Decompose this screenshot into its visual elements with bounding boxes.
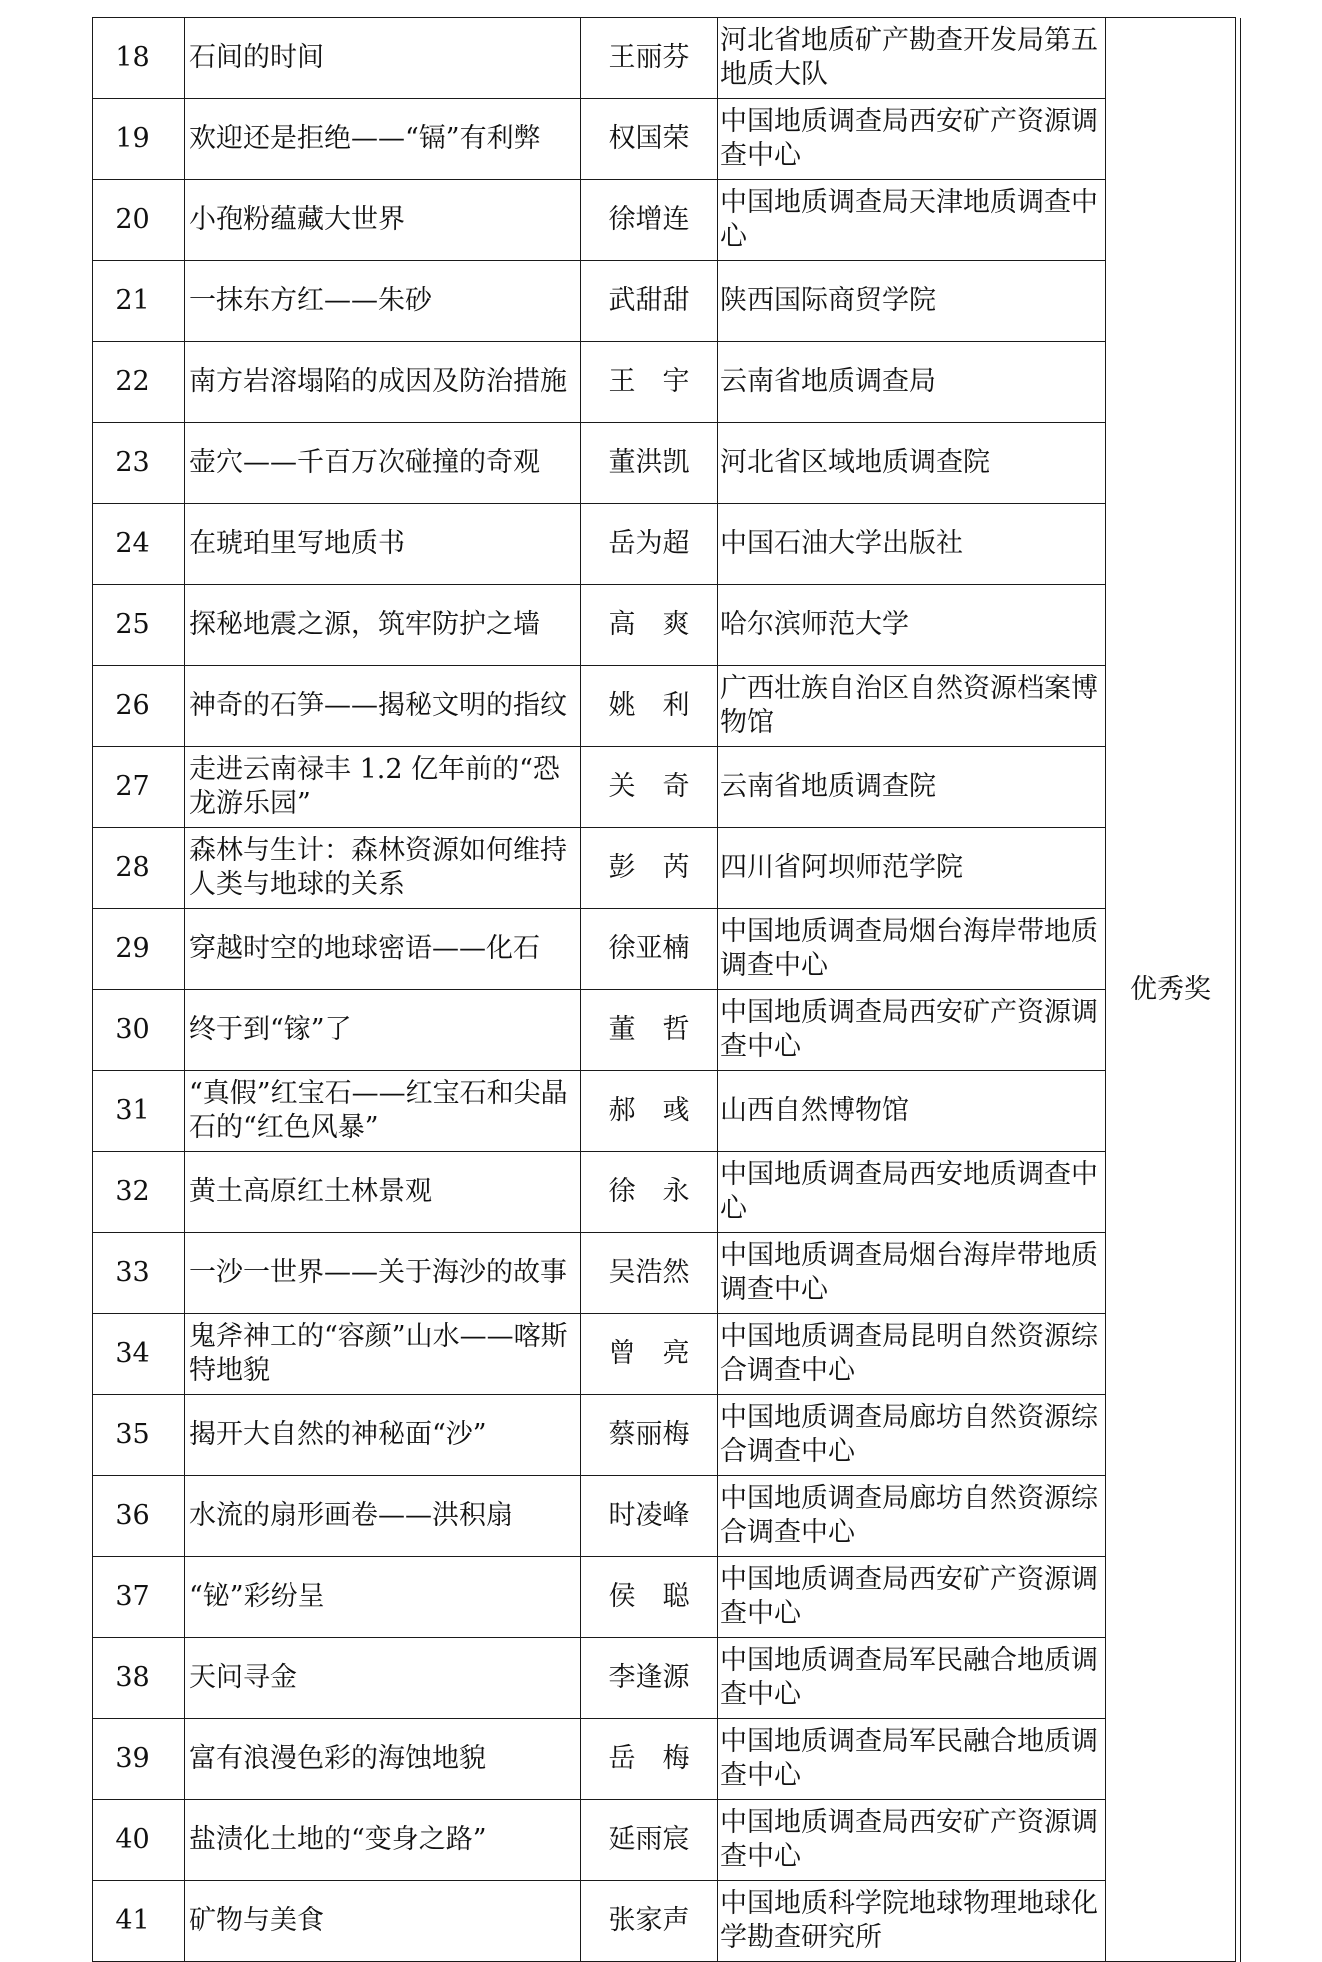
table-row	[93, 990, 1241, 1071]
work-title: 森林与生计：森林资源如何维持人类与地球的关系	[185, 828, 581, 909]
work-title: 黄土高原红土林景观	[185, 1152, 581, 1233]
author-unit: 云南省地质调查院	[718, 747, 1106, 828]
work-title: 在琥珀里写地质书	[185, 504, 581, 585]
author-name: 徐 永	[581, 1152, 718, 1233]
table-row	[93, 747, 1241, 828]
author-unit: 中国地质调查局西安矿产资源调查中心	[718, 99, 1106, 180]
author-unit: 中国地质调查局廊坊自然资源综合调查中心	[718, 1395, 1106, 1476]
work-title: 终于到“镓”了	[185, 990, 581, 1071]
author-name: 董 哲	[581, 990, 718, 1071]
row-number: 32	[93, 1152, 185, 1233]
row-number: 24	[93, 504, 185, 585]
work-title: 水流的扇形画卷——洪积扇	[185, 1476, 581, 1557]
table-row	[93, 423, 1241, 504]
work-title: 壶穴——千百万次碰撞的奇观	[185, 423, 581, 504]
author-name: 张家声	[581, 1881, 718, 1962]
table-row	[93, 1476, 1241, 1557]
row-number: 35	[93, 1395, 185, 1476]
author-unit: 中国地质调查局烟台海岸带地质调查中心	[718, 1233, 1106, 1314]
table-row	[93, 1638, 1241, 1719]
awards-table-body	[93, 18, 1241, 1962]
author-name: 岳 梅	[581, 1719, 718, 1800]
work-title: 鬼斧神工的“容颜”山水——喀斯特地貌	[185, 1314, 581, 1395]
author-name: 王丽芬	[581, 18, 718, 99]
row-number: 36	[93, 1476, 185, 1557]
row-number: 25	[93, 585, 185, 666]
row-number: 28	[93, 828, 185, 909]
row-number: 27	[93, 747, 185, 828]
author-name: 姚 利	[581, 666, 718, 747]
author-unit: 中国地质调查局天津地质调查中心	[718, 180, 1106, 261]
work-title: 穿越时空的地球密语——化石	[185, 909, 581, 990]
work-title: 欢迎还是拒绝——“镉”有利弊	[185, 99, 581, 180]
author-name: 吴浩然	[581, 1233, 718, 1314]
table-row	[93, 1719, 1241, 1800]
table-row	[93, 342, 1241, 423]
row-number: 23	[93, 423, 185, 504]
table-row	[93, 585, 1241, 666]
author-unit: 中国地质调查局西安矿产资源调查中心	[718, 1800, 1106, 1881]
row-number: 30	[93, 990, 185, 1071]
author-name: 高 爽	[581, 585, 718, 666]
work-title: 小孢粉蕴藏大世界	[185, 180, 581, 261]
work-title: 神奇的石笋——揭秘文明的指纹	[185, 666, 581, 747]
author-unit: 陕西国际商贸学院	[718, 261, 1106, 342]
author-name: 徐亚楠	[581, 909, 718, 990]
author-unit: 中国地质科学院地球物理地球化学勘查研究所	[718, 1881, 1106, 1962]
table-row	[93, 828, 1241, 909]
table-row	[93, 1881, 1241, 1962]
table-row	[93, 909, 1241, 990]
table-row	[93, 1071, 1241, 1152]
author-name: 李逢源	[581, 1638, 718, 1719]
row-number: 33	[93, 1233, 185, 1314]
author-name: 延雨宸	[581, 1800, 718, 1881]
author-name: 关 奇	[581, 747, 718, 828]
author-unit: 中国地质调查局西安矿产资源调查中心	[718, 1557, 1106, 1638]
table-row	[93, 1152, 1241, 1233]
work-title: 石间的时间	[185, 18, 581, 99]
author-name: 权国荣	[581, 99, 718, 180]
row-number: 37	[93, 1557, 185, 1638]
table-row	[93, 99, 1241, 180]
work-title: 揭开大自然的神秘面“沙”	[185, 1395, 581, 1476]
author-unit: 河北省地质矿产勘查开发局第五地质大队	[718, 18, 1106, 99]
author-name: 蔡丽梅	[581, 1395, 718, 1476]
trailing-blank-column	[1236, 18, 1241, 1962]
table-row	[93, 261, 1241, 342]
table-row	[93, 18, 1241, 99]
author-name: 武甜甜	[581, 261, 718, 342]
work-title: 一抹东方红——朱砂	[185, 261, 581, 342]
author-name: 岳为超	[581, 504, 718, 585]
author-name: 王 宇	[581, 342, 718, 423]
row-number: 34	[93, 1314, 185, 1395]
awards-table	[92, 17, 1241, 1962]
table-row	[93, 1557, 1241, 1638]
table-row	[93, 504, 1241, 585]
author-unit: 云南省地质调查局	[718, 342, 1106, 423]
author-unit: 中国地质调查局西安矿产资源调查中心	[718, 990, 1106, 1071]
author-unit: 中国地质调查局烟台海岸带地质调查中心	[718, 909, 1106, 990]
work-title: 一沙一世界——关于海沙的故事	[185, 1233, 581, 1314]
work-title: 富有浪漫色彩的海蚀地貌	[185, 1719, 581, 1800]
row-number: 40	[93, 1800, 185, 1881]
work-title: “铋”彩纷呈	[185, 1557, 581, 1638]
table-row	[93, 666, 1241, 747]
author-unit: 山西自然博物馆	[718, 1071, 1106, 1152]
author-name: 侯 聪	[581, 1557, 718, 1638]
table-row	[93, 1395, 1241, 1476]
author-unit: 中国地质调查局昆明自然资源综合调查中心	[718, 1314, 1106, 1395]
row-number: 26	[93, 666, 185, 747]
author-name: 郝 彧	[581, 1071, 718, 1152]
row-number: 41	[93, 1881, 185, 1962]
author-unit: 中国地质调查局军民融合地质调查中心	[718, 1719, 1106, 1800]
author-name: 时凌峰	[581, 1476, 718, 1557]
row-number: 20	[93, 180, 185, 261]
author-unit: 中国地质调查局西安地质调查中心	[718, 1152, 1106, 1233]
table-row	[93, 1800, 1241, 1881]
author-name: 徐增连	[581, 180, 718, 261]
table-row	[93, 1233, 1241, 1314]
table-row	[93, 1314, 1241, 1395]
work-title: 盐渍化土地的“变身之路”	[185, 1800, 581, 1881]
author-unit: 中国地质调查局廊坊自然资源综合调查中心	[718, 1476, 1106, 1557]
author-name: 彭 芮	[581, 828, 718, 909]
row-number: 22	[93, 342, 185, 423]
award-level: 优秀奖	[1106, 18, 1236, 1962]
author-unit: 广西壮族自治区自然资源档案博物馆	[718, 666, 1106, 747]
author-name: 曾 亮	[581, 1314, 718, 1395]
author-unit: 四川省阿坝师范学院	[718, 828, 1106, 909]
author-name: 董洪凯	[581, 423, 718, 504]
row-number: 39	[93, 1719, 185, 1800]
author-unit: 中国石油大学出版社	[718, 504, 1106, 585]
work-title: 探秘地震之源，筑牢防护之墙	[185, 585, 581, 666]
author-unit: 河北省区域地质调查院	[718, 423, 1106, 504]
author-unit: 哈尔滨师范大学	[718, 585, 1106, 666]
work-title: 天问寻金	[185, 1638, 581, 1719]
work-title: 矿物与美食	[185, 1881, 581, 1962]
work-title: 走进云南禄丰 1.2 亿年前的“恐龙游乐园”	[185, 747, 581, 828]
row-number: 19	[93, 99, 185, 180]
row-number: 31	[93, 1071, 185, 1152]
row-number: 29	[93, 909, 185, 990]
work-title: “真假”红宝石——红宝石和尖晶石的“红色风暴”	[185, 1071, 581, 1152]
row-number: 18	[93, 18, 185, 99]
row-number: 21	[93, 261, 185, 342]
row-number: 38	[93, 1638, 185, 1719]
author-unit: 中国地质调查局军民融合地质调查中心	[718, 1638, 1106, 1719]
table-row	[93, 180, 1241, 261]
work-title: 南方岩溶塌陷的成因及防治措施	[185, 342, 581, 423]
